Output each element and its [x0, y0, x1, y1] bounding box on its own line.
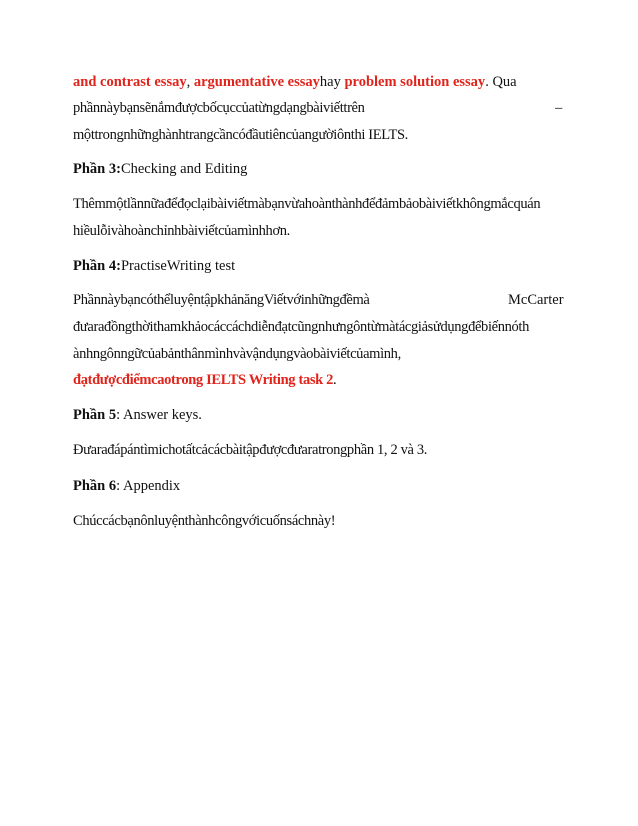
part6-line1: Chúccácbạnônluyệnthànhcôngvớicuốnsáchnày!: [73, 513, 336, 529]
part6-title: : Appendix: [116, 478, 181, 494]
separator: ,: [186, 74, 194, 90]
connector-text: hay: [319, 74, 345, 90]
part6-label: Phần 6: [73, 478, 117, 494]
part6-heading: [73, 477, 568, 495]
part3-line1: Thêmmộtlầnnữađểđọclạibàiviếtmàbạnvừahoànthànhđểđảmbảobàiviếtkhôngmắcquán: [73, 196, 541, 212]
part4-highlight: đạtđượcđiểmcaotrong IELTS Writing task 2: [73, 372, 334, 388]
trailing-text: . Qua: [485, 74, 517, 90]
term-problem-solution: problem solution essay: [344, 74, 486, 90]
part4-label: Phần 4:: [73, 258, 121, 274]
part4-heading: [73, 257, 568, 275]
part4-line4-end: .: [333, 372, 337, 388]
part3-title: Checking and Editing: [120, 161, 248, 177]
part4-line2: đưarađồngthờithamkhảocáccáchdiễnđạtcũngnhưngôntừmàtácgiảsửdụngđểbiếnnóth: [73, 319, 529, 335]
part3-label: Phần 3:: [73, 161, 121, 177]
part5-heading: [73, 406, 568, 424]
part4-title: PractiseWriting test: [120, 258, 236, 274]
part5-title: : Answer keys.: [116, 407, 202, 423]
part4-line3: ànhngônngữcủabảnthânmìnhvàvậndụngvàobàiviếtcủamình,: [73, 346, 401, 362]
para1-line2-dash: –: [555, 100, 563, 116]
term-argumentative: argumentative essay: [193, 74, 320, 90]
term-compare-contrast: and contrast essay: [73, 74, 187, 90]
part3-heading: [73, 160, 568, 178]
para1-line1: [73, 73, 568, 91]
part5-label: Phần 5: [73, 407, 117, 423]
para1-line2: phầnnàybạnsẽnắmđượcbốcụccủatừngdạngbàiviếttrên: [73, 100, 365, 116]
part5-line1: Đưarađápántìmichotấtcảcácbàitậpđượcđưaratrongphần 1, 2 và 3.: [73, 442, 428, 458]
para1-line3: mộttrongnhữnghànhtrangcầncóđầutiêncủangườiônthi IELTS.: [73, 127, 408, 143]
part4-line4: [73, 371, 568, 389]
part4-line1-name: McCarter: [508, 292, 564, 308]
part4-line1: PhầnnàybạncóthểluyệntậpkhảnăngViếtvớinhữngđềmà: [73, 292, 370, 308]
part3-line2: hiềulỗivàhoànchỉnhbàiviếtcủamìnhhơn.: [73, 223, 290, 239]
